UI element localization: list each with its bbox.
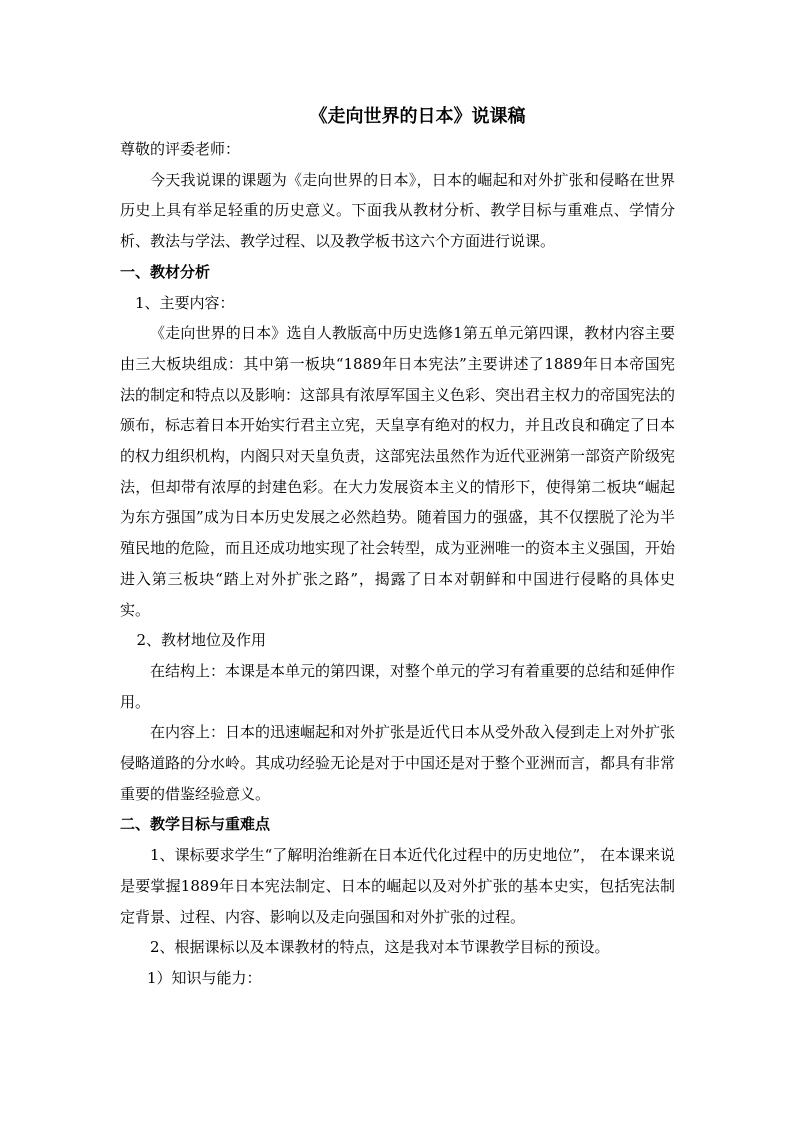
item-knowledge-ability: 1）知识与能力：	[147, 968, 262, 987]
section-heading-teaching-goals: 二、教学目标与重难点	[120, 815, 271, 834]
subheading-textbook-position: 2、教材地位及作用	[136, 631, 267, 650]
structure-paragraph: 在结构上：本课是本单元的第四课，对整个单元的学习有着重要的总结和延伸作用。	[120, 661, 676, 711]
salutation: 尊敬的评委老师：	[120, 140, 241, 158]
document-title: 《走向世界的日本》说课稿	[309, 106, 526, 127]
section-heading-textbook-analysis: 一、教材分析	[120, 262, 211, 281]
goals-paragraph: 2、根据课标以及本课教材的特点，这是我对本节课教学目标的预设。	[150, 938, 610, 957]
main-content-paragraph: 《走向世界的日本》选自人教版高中历史选修1第五单元第四课，教材内容主要由三大板块组成：其中第一板块“1889年日本宪法”主要讲述了1889年日本帝国宪法的制定和特点以及影响：这部具有浓厚军国主义色彩、突出君主权力的帝国宪法的颁布，标志着日本开始实行君主立宪，天皇享有绝对的权力，并且改良和确定了日本的权力组织机构，内阁只对天皇负责，这部宪法虽然作为近代亚洲第一部资产阶级宪法，但却带有浓厚的封建色彩。在大力发展资本主义的情形下，使得第二板块“崛起为东方强国”成为日本历史发展之必然趋势。随着国力的强盛，其不仅摆脱了沦为半殖民地的危险，而且还成功地实现了社会转型，成为亚洲唯一的资本主义强国，开始进入第三板块“踏上对外扩张之路”，揭露了日本对朝鲜和中国进行侵略的具体史实。	[120, 324, 676, 619]
document-page	[120, 100, 675, 994]
curriculum-paragraph: 1、课标要求学生“了解明治维新在日本近代化过程中的历史地位”， 在本课来说是要掌握1889年日本宪法制定、日本的崛起以及对外扩张的基本史实，包括宪法制定背景、过程、内容、影响以及走向强国和对外扩张的过程。	[120, 846, 675, 926]
intro-paragraph: 今天我说课的课题为《走向世界的日本》，日本的崛起和对外扩张和侵略在世界历史上具有举足轻重的历史意义。下面我从教材分析、教学目标与重难点、学情分析、教法与学法、教学过程、以及教学板书这六个方面进行说课。	[120, 170, 675, 251]
subheading-main-content: 1、主要内容：	[135, 293, 235, 312]
content-paragraph: 在内容上：日本的迅速崛起和对外扩张是近代日本从受外敌入侵到走上对外扩张侵略道路的分水岭。其成功经验无论是对于中国还是对于整个亚洲而言，都具有非常重要的借鉴经验意义。	[120, 723, 676, 803]
